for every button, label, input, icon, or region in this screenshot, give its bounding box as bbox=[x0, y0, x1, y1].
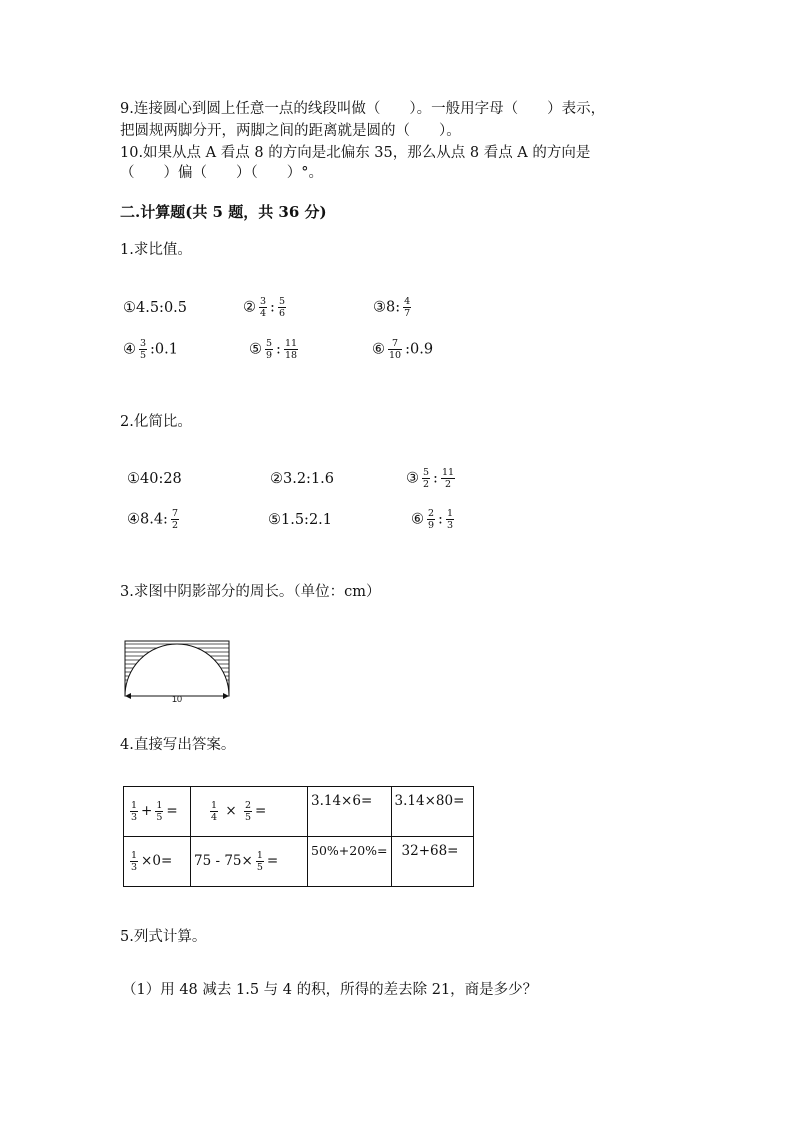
problem-5-question-1: （1）用 48 减去 1.5 与 4 的积，所得的差去除 21，商是多少？ bbox=[122, 982, 538, 998]
table-row bbox=[124, 837, 474, 887]
q9-line2: 把圆规两脚分开，两脚之间的距离就是圆的（ ）。 bbox=[120, 123, 461, 139]
ratio-item-4: ④ $\frac{3}{5}$ :0.1 bbox=[123, 338, 178, 361]
ratio-item-3: ③8: $\frac{4}{7}$ bbox=[373, 296, 411, 319]
ratio-item-5: ⑤ $\frac{5}{9}$ : $\frac{11}{18}$ bbox=[249, 338, 298, 361]
semicircle-figure bbox=[124, 639, 234, 705]
simplify-item-2: ②3.2:1.6 bbox=[270, 471, 335, 487]
q10-line2: （ ）偏（ ）（ ）°。 bbox=[120, 165, 323, 181]
calc-cell: $\frac{1}{3}$ ×0= bbox=[124, 837, 191, 887]
simplify-item-6: ⑥ $\frac{2}{9}$ : $\frac{1}{3}$ bbox=[411, 508, 453, 531]
simplify-item-1: ①40:28 bbox=[127, 471, 182, 487]
simplify-item-5: ⑤1.5:2.1 bbox=[268, 512, 333, 528]
q9-line1: 9.连接圆心到圆上任意一点的线段叫做（ ）。一般用字母（ ）表示， bbox=[120, 101, 606, 117]
calc-cell: 50%+20%= bbox=[308, 837, 392, 887]
ratio-item-6: ⑥ $\frac{7}{10}$ :0.9 bbox=[372, 338, 434, 361]
diameter-label: 10 bbox=[171, 694, 183, 704]
calc-cell: 75 - 75× $\frac{1}{5}$ = bbox=[191, 837, 308, 887]
ratio-item-2: ② $\frac{3}{4}$ : $\frac{5}{6}$ bbox=[243, 296, 285, 319]
calc-cell: $\frac{1}{4}$ × $\frac{2}{5}$ = bbox=[191, 787, 308, 837]
calc-cell: 3.14×80= bbox=[391, 787, 473, 837]
simplify-item-4: ④8.4: $\frac{7}{2}$ bbox=[127, 508, 178, 531]
simplify-item-3: ③ $\frac{5}{2}$ : $\frac{11}{2}$ bbox=[406, 467, 455, 490]
calc-cell: 32+68= bbox=[391, 837, 473, 887]
table-row bbox=[124, 787, 474, 837]
problem-2-title: 2.化简比。 bbox=[120, 414, 192, 430]
calc-cell: $\frac{1}{3}$ + $\frac{1}{5}$ = bbox=[124, 787, 191, 837]
ratio-item-1: ①4.5:0.5 bbox=[123, 300, 188, 316]
section-heading: 二.计算题(共 5 题，共 36 分) bbox=[120, 203, 327, 221]
calculation-table bbox=[123, 786, 474, 887]
problem-3-title: 3.求图中阴影部分的周长。（单位：cm） bbox=[120, 584, 381, 600]
problem-1-title: 1.求比值。 bbox=[120, 242, 192, 258]
q10-line1: 10.如果从点 A 看点 8 的方向是北偏东 35，那么从点 8 看点 A 的方向是 bbox=[120, 145, 591, 161]
calc-cell: 3.14×6= bbox=[308, 787, 392, 837]
problem-4-title: 4.直接写出答案。 bbox=[120, 737, 236, 753]
problem-5-title: 5.列式计算。 bbox=[120, 929, 207, 945]
